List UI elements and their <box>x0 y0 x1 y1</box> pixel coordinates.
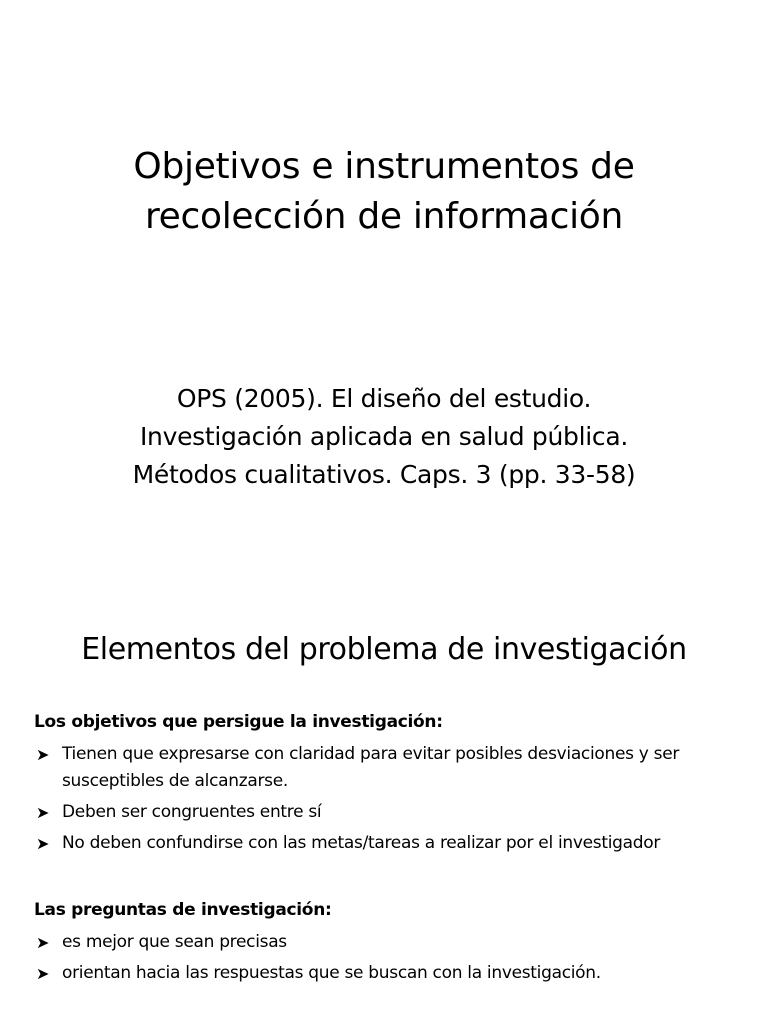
section-heading: Los objetivos que persigue la investigación: <box>34 712 443 732</box>
slide-title <box>40 142 728 242</box>
bullet-list <box>34 929 748 987</box>
arrowhead-bullet-icon: ➤ <box>36 834 50 853</box>
list-item-text: orientan hacia las respuestas que se buscan con la investigación. <box>62 963 601 983</box>
list-item-text: No deben confundirse con las metas/tareas a realizar por el investigador <box>62 833 661 853</box>
content-slide <box>0 576 768 1024</box>
questions-section <box>34 897 748 991</box>
list-item <box>34 799 748 826</box>
arrowhead-bullet-icon: ➤ <box>36 933 50 952</box>
list-item-text: Deben ser congruentes entre sí <box>62 802 322 822</box>
arrowhead-bullet-icon: ➤ <box>36 803 50 822</box>
slide-heading: Elementos del problema de investigación <box>81 632 687 667</box>
list-item <box>34 960 748 987</box>
citation <box>30 380 738 494</box>
arrowhead-bullet-icon: ➤ <box>36 964 50 983</box>
citation-line: Métodos cualitativos. Caps. 3 (pp. 33-58) <box>132 460 636 489</box>
citation-line: OPS (2005). El diseño del estudio. <box>176 384 592 413</box>
title-line: Objetivos e instrumentos de <box>133 146 635 187</box>
title-line: recolección de información <box>144 196 624 237</box>
list-item <box>34 741 748 795</box>
arrowhead-bullet-icon: ➤ <box>36 745 50 764</box>
list-item-text: es mejor que sean precisas <box>62 932 287 952</box>
citation-line: Investigación aplicada en salud pública. <box>139 422 629 451</box>
bullet-list <box>34 741 748 857</box>
list-item-text: Tienen que expresarse con claridad para evitar posibles desviaciones y ser susceptibles de alcanzarse. <box>62 744 680 791</box>
section-heading: Las preguntas de investigación: <box>34 900 332 920</box>
objectives-section <box>34 709 748 861</box>
list-item <box>34 929 748 956</box>
list-item <box>34 830 748 857</box>
